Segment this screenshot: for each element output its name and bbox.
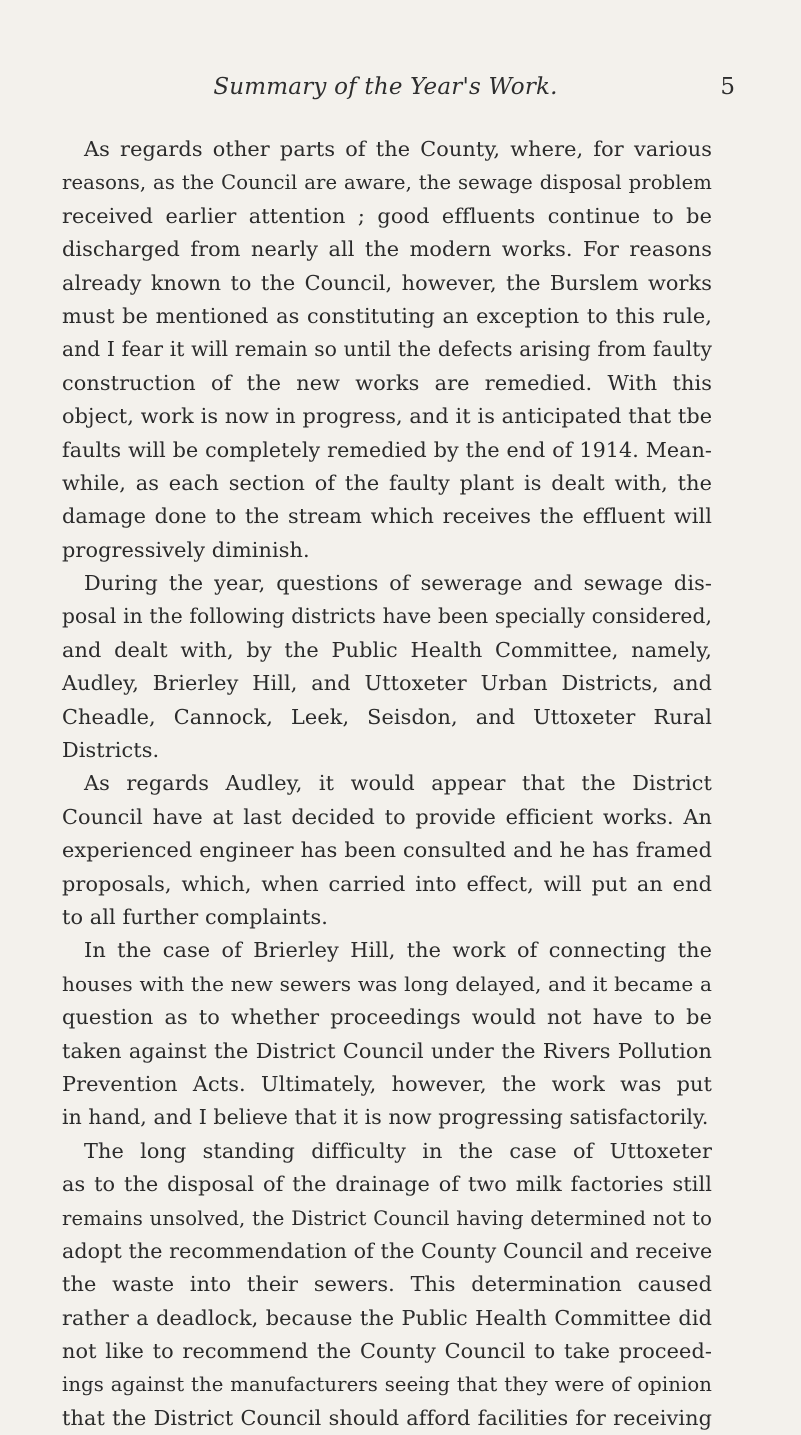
text-line: and dealt with, by the Public Health Committee, namely, (62, 637, 712, 662)
text-line: houses with the new sewers was long delayed, and it became a (62, 971, 712, 996)
running-title: Summary of the Year's Work. (213, 74, 558, 100)
text-line: already known to the Council, however, the Burslem works (62, 270, 712, 295)
text-line: progressively diminish. (62, 537, 310, 562)
text-line: and I fear it will remain so until the defects arising from faulty (62, 337, 712, 362)
text-line: remains unsolved, the District Council having determined not to (62, 1206, 712, 1230)
text-line: rather a deadlock, because the Public Health Committee did (62, 1305, 712, 1330)
text-line: Council have at last decided to provide efficient works. An (62, 804, 712, 829)
text-line: discharged from nearly all the modern works. For reasons (62, 237, 712, 262)
text-line: Cheadle, Cannock, Leek, Seisdon, and Uttoxeter Rural (62, 704, 712, 729)
text-line: posal in the following districts have been specially considered, (62, 604, 712, 629)
text-line: as to the disposal of the drainage of two milk factories still (62, 1172, 712, 1197)
body-text (62, 133, 712, 1435)
text-line: During the year, questions of sewerage and sewage dis- (84, 571, 712, 596)
text-line: received earlier attention ; good effluents continue to be (62, 203, 712, 228)
text-line: experienced engineer has been consulted and he has framed (62, 838, 712, 863)
running-header (62, 74, 735, 106)
text-line: As regards other parts of the County, where, for various (84, 137, 712, 161)
text-line: adopt the recommendation of the County Council and receive (62, 1238, 713, 1263)
text-line: question as to whether proceedings would not have to be (62, 1005, 712, 1030)
text-line: Audley, Brierley Hill, and Uttoxeter Urban Districts, and (62, 671, 712, 696)
text-line: As regards Audley, it would appear that the District (84, 771, 712, 796)
text-line: Prevention Acts. Ultimately, however, the work was put (62, 1071, 712, 1096)
text-line: ings against the manufacturers seeing that they were of opinion (62, 1373, 712, 1397)
text-line: construction of the new works are remedied. With this (62, 370, 712, 395)
text-line: in hand, and I believe that it is now progressing satisfactorily. (62, 1105, 709, 1130)
text-line: Districts. (62, 738, 160, 763)
page-number: 5 (720, 74, 735, 100)
text-line: while, as each section of the faulty plant is dealt with, the (62, 470, 712, 495)
text-line: faults will be completely remedied by the end of 1914. Mean- (62, 437, 712, 462)
text-line: In the case of Brierley Hill, the work of connecting the (84, 938, 712, 963)
text-line: taken against the District Council under the Rivers Pollution (62, 1038, 712, 1063)
text-line: not like to recommend the County Council to take proceed- (62, 1339, 712, 1364)
text-line: The long standing difficulty in the case of Uttoxeter (84, 1138, 712, 1163)
text-line: proposals, which, when carried into effect, will put an end (62, 871, 712, 896)
text-line: object, work is now in progress, and it is anticipated that tbe (62, 404, 713, 429)
text-line: to all further complaints. (62, 904, 328, 929)
text-line: reasons, as the Council are aware, the sewage disposal problem (62, 171, 712, 195)
text-line: damage done to the stream which receives the effluent will (62, 504, 712, 529)
text-line: must be mentioned as constituting an exception to this rule, (62, 303, 712, 328)
text-line: the waste into their sewers. This determination caused (62, 1272, 712, 1297)
text-line: that the District Council should afford facilities for receiving (62, 1405, 712, 1430)
